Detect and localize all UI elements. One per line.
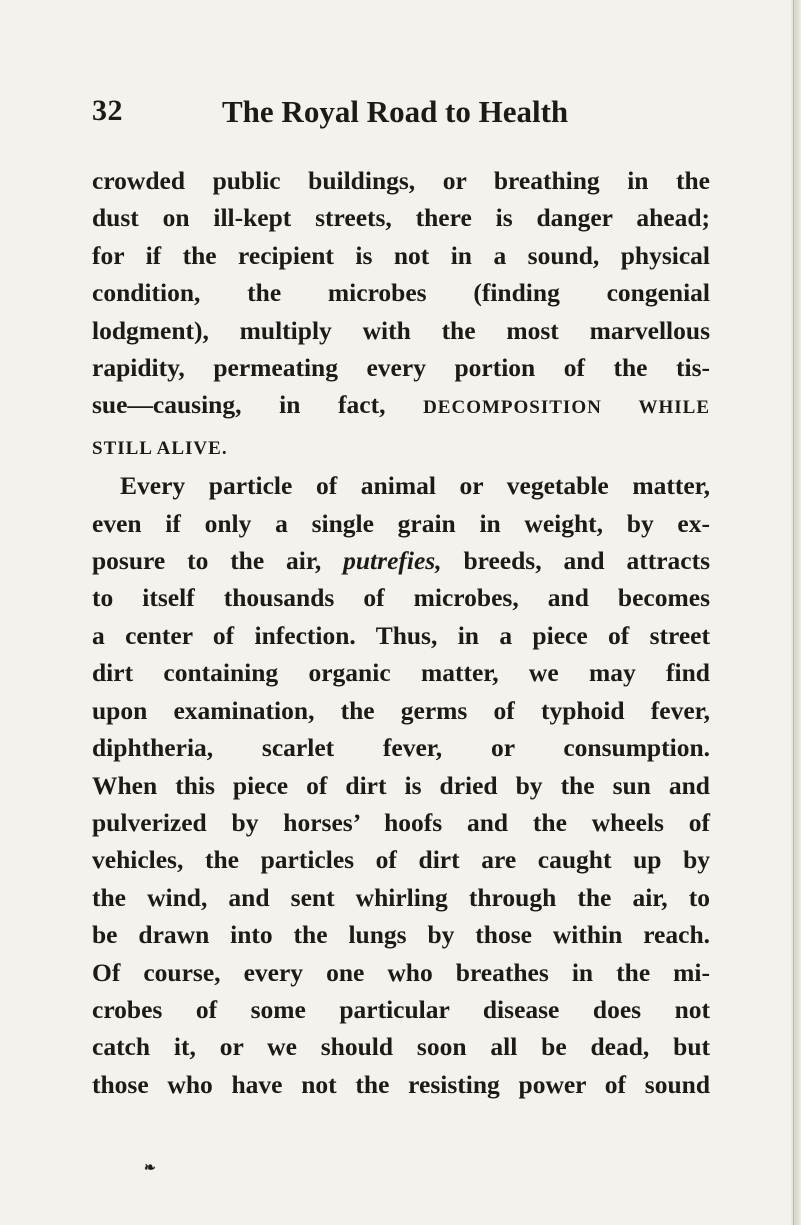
text-line: vehicles, the particles of dirt are caught up by [92,845,710,875]
text-line [92,542,710,579]
page-header [92,94,712,134]
text-line: those who have not the resisting power of sound [92,1069,710,1099]
text-line: When this piece of dirt is dried by the sun and [92,770,710,800]
text-line: dust on ill-kept streets, there is danger ahead; [92,203,710,233]
text-line: Every particle of animal or vegetable matter, [120,471,710,501]
text-line: diphtheria, scarlet fever, or consumption. [92,733,710,763]
small-caps-emphasis: STILL ALIVE. [92,437,228,459]
text-fragment: breeds, and attracts [441,546,710,576]
text-line: crobes of some particular disease does not [92,994,710,1024]
text-line: even if only a single grain in weight, by ex- [92,508,710,538]
text-line: rapidity, permeating every portion of the tis- [92,353,710,383]
text-line: upon examination, the germs of typhoid fever, [92,695,710,725]
text-line: condition, the microbes (finding congenial [92,278,710,308]
printer-mark-icon: ❧ [144,1161,156,1176]
body-text [92,162,710,1103]
text-line: sue—causing, in fact, DECOMPOSITION WHILE [92,390,710,420]
text-line: crowded public buildings, or breathing in the [92,166,710,195]
italic-word: putrefies, [343,546,442,576]
text-line: to itself thousands of microbes, and becomes [92,583,710,613]
page-edge-line [793,0,794,1225]
running-head: The Royal Road to Health [222,94,569,129]
text-line: catch it, or we should soon all be dead, but [92,1032,710,1062]
text-line: Of course, every one who breathes in the mi- [92,957,710,987]
text-line: for if the recipient is not in a sound, physical [92,240,710,270]
page-number: 32 [92,94,123,127]
text-line: lodgment), multiply with the most marvellous [92,315,710,345]
text-line [92,427,710,467]
text-line: pulverized by horses’ hoofs and the wheels of [92,807,710,837]
text-line: dirt containing organic matter, we may find [92,658,710,688]
text-line: be drawn into the lungs by those within reach. [92,920,710,950]
text-fragment: posure to the air, [92,546,344,576]
text-line: a center of infection. Thus, in a piece of street [92,620,710,650]
small-caps-emphasis: DECOMPOSITION WHILE [423,397,710,419]
text-line: the wind, and sent whirling through the air, to [92,882,710,912]
